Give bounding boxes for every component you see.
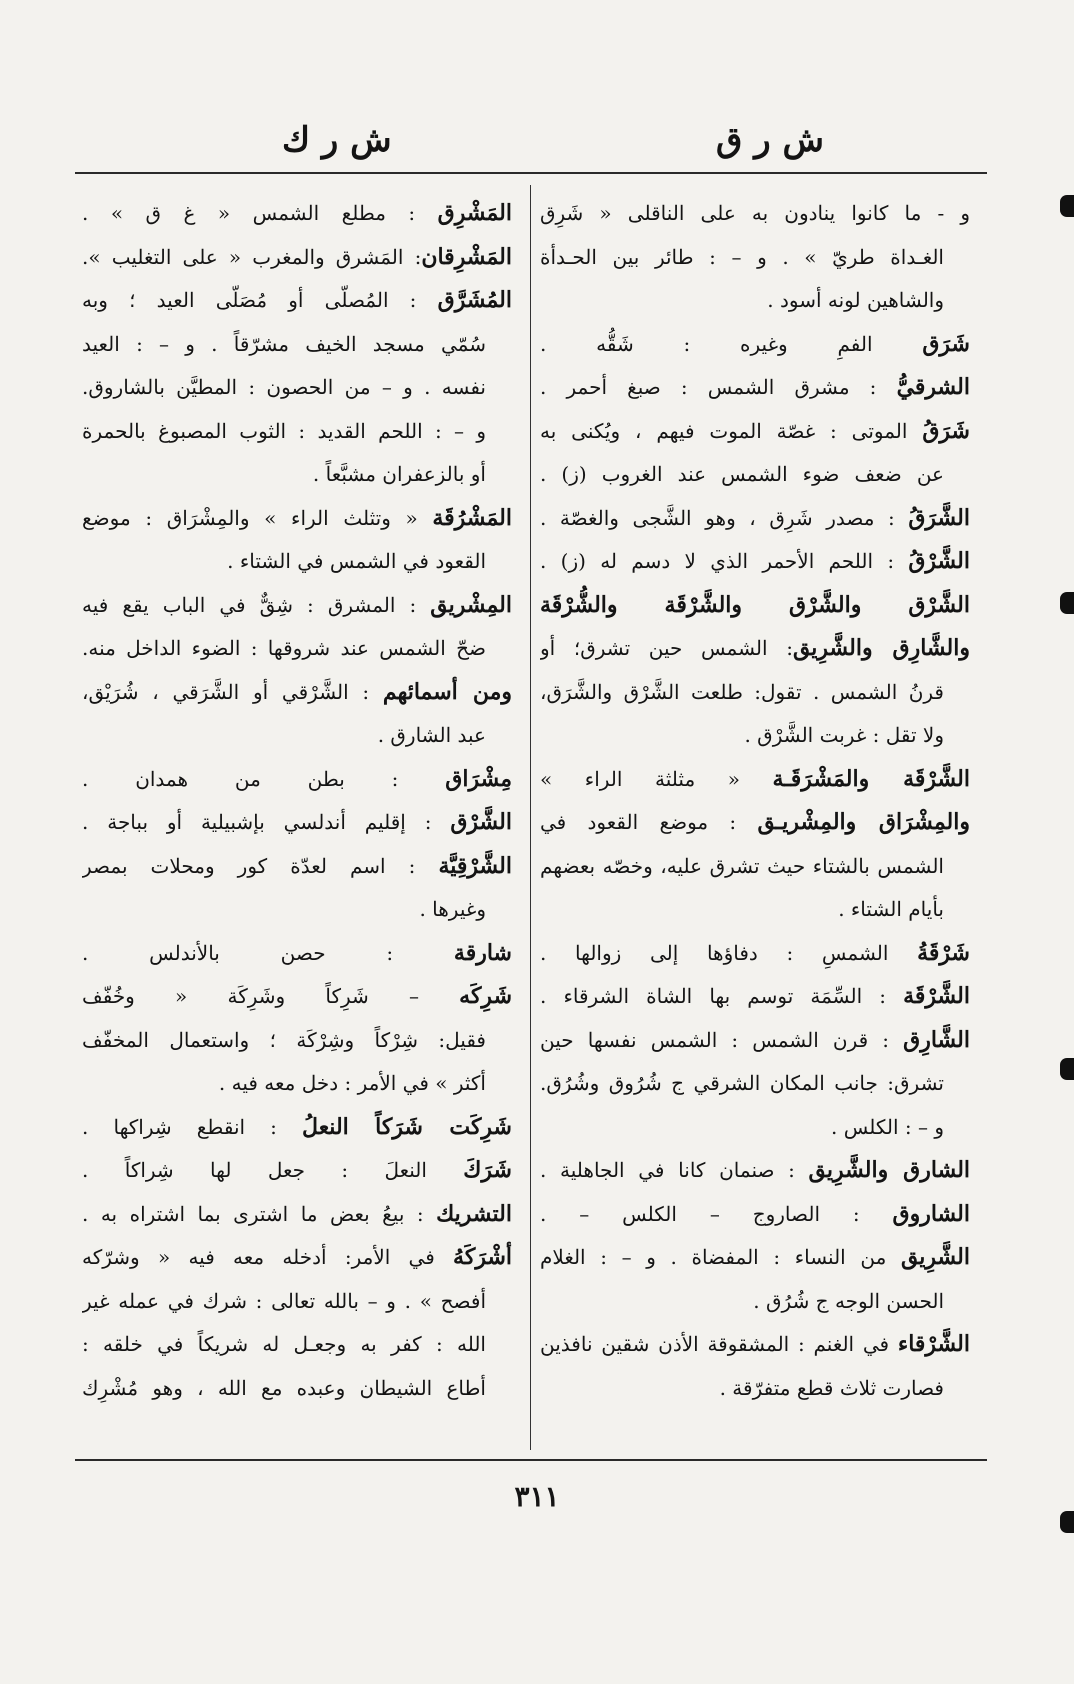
bottom-rule [75,1459,987,1461]
definition-text: الله : كفر به وجعـل له شريكاً في خلقه : [82,1332,486,1356]
column-divider [530,185,531,1450]
entry-line [82,1367,512,1411]
entry-line [540,323,970,367]
definition-text: « مثلثة الراء » [540,766,773,791]
headword: شَرَكَ [463,1157,512,1183]
headword: شارقة [453,939,512,966]
definition-text: الشمس بالشتاء حيث تشرق عليه، وخصّه بعضهم [540,853,944,878]
definition-text: : السِّمَة توسم بها الشاة الشرقاء . [540,984,904,1008]
definition-text: تشرق: جانب المكان الشرقي ج شُرُوق وشُرُق. [540,1071,944,1095]
headword: الشَّرَقُ [908,504,970,531]
definition-text: فصارت ثلاث قطع متفرّقة . [719,1375,944,1400]
entry-line [82,323,512,367]
definition-text: : صنمان كانا في الجاهلية . [540,1158,809,1182]
definition-text: أو بالزعفران مشبَّعاً . [312,462,486,486]
entry-line [82,758,512,802]
headword: الشارق والشَّرِيق [808,1157,970,1183]
headword: الشَّارِق [903,1026,970,1053]
entry-line [82,1019,512,1063]
definition-text: بأيام الشتاء . [838,897,944,921]
definition-text: والشاهين لونه أسود . [767,288,944,312]
entry-line [82,1193,512,1237]
headword: الشَّرْقُ [908,548,970,574]
entry-line [82,714,512,758]
entry-line [540,192,970,236]
entry-line [82,497,512,541]
definition-text: : اللحم الأحمر الذي لا دسم له (ز) . [540,549,909,573]
headword: الشَّرْقِيَّة [438,852,512,879]
entry-line [82,1062,512,1106]
definition-text: نفسه . و – من الحصون : المطيَّن بالشاروق. [82,375,486,399]
headword: المَشْرُقَة [432,504,512,531]
definition-text: : موضع القعود في [540,810,758,834]
definition-text: : المَشرق والمغرب « على التغليب ». [82,244,422,269]
headword: المَشْرِق [437,200,512,226]
definition-text: : بطن من همدان . [82,766,446,791]
headword: المُشَرَّق [437,287,512,313]
definition-text: من النساء : المفضاة . و – : الغلام [540,1245,901,1269]
entry-line [82,1323,512,1367]
definition-text: ضحّ الشمس عند شروقها : الضوء الداخل منه. [82,636,487,660]
headword: الشَّرْق والشَّرْق والشَّرْقَة والشُّرْقَة [540,591,970,618]
top-rule [75,172,987,174]
definition-text: : مصدر شَرِق ، وهو الشَّجى والغصّة . [540,505,909,530]
definition-text: – شَرِكاً وشَرِكَة « وخُفّف [82,984,460,1008]
definition-text: سُمّي مسجد الخيف مشرّقاً . و – : العيد [82,331,486,356]
definition-text: : قرن الشمس : الشمس نفسها حين [540,1027,904,1052]
entry-line [540,714,970,758]
entry-line [82,366,512,410]
headword: الشرقيُّ [896,374,970,400]
entry-line [540,1062,970,1106]
entry-line [82,453,512,497]
definition-text: : إقليم أندلسي بإشبيلية أو بباجة . [82,810,451,834]
headword: شَرِكَت شَرَكاً النعلُ [302,1113,512,1140]
entry-line [540,932,970,976]
entry-line [82,975,512,1019]
entry-line [82,279,512,323]
definition-text: أكثر » في الأمر : دخل معه فيه . [218,1071,486,1095]
definition-text: الموتى : غصّة الموت فيهم ، ويُكنى به [540,418,923,443]
entry-line [540,801,970,845]
edge-thumb-mark [1060,1511,1074,1533]
definition-text: الشمسِ : دفاؤها إلى زوالها . [540,940,918,965]
definition-text: : الصاروج – الكلس – . [540,1201,893,1226]
definition-text: : اسم لعدّة كور ومحلات بمصر [82,853,439,878]
headword: شَرِكَه [459,983,512,1009]
definition-text: : المشرق : شِقٌّ في الباب يقع فيه [82,592,431,617]
entry-line [540,584,970,628]
headword: شَرَقُ [922,417,970,444]
entry-line [540,1280,970,1324]
definition-text: : مشرق الشمس : صبغ أحمر . [540,375,897,399]
entry-line [540,236,970,280]
entry-line [82,627,512,671]
headword: المِشْريق [430,591,512,618]
definition-text: عبد الشارق . [377,723,486,747]
definition-text: أفصح » . و – بالله تعالى : شرك في عمله غير [82,1288,486,1313]
definition-text: و – : الكلس . [831,1114,944,1139]
definition-text: و - ما كانوا ينادون به على الناقلى « شَرِق [540,201,970,225]
running-head-left: ش ر ك [282,120,392,160]
headword: الشَّرْقَة والمَشْرَقَـة [772,765,970,792]
definition-text: : الشمس حين تشرق؛ أو [540,636,793,660]
definition-text: الفمِ وغيره : شَقُّه . [540,331,923,356]
definition-text: : حصن بالأندلس . [82,940,454,965]
definition-text: و – : اللحم القديد : الثوب المصبوغ بالحمرة [82,418,486,443]
edge-thumb-mark [1060,592,1074,614]
headword: شَرَق [922,330,970,357]
entry-line [82,540,512,584]
headword: الشَّرْقَة [903,983,970,1009]
definition-text: : المُصلّى أو مُصَلّى العيد ؛ وبه [82,288,438,312]
entry-line [82,584,512,628]
entry-line [540,1367,970,1411]
left-column [82,192,512,1447]
definition-text: في الغنم : المشقوقة الأذن شقين نافذين [540,1332,898,1356]
edge-thumb-mark [1060,1058,1074,1080]
definition-text: : بيعُ بعض ما اشترى بما اشتراه به . [82,1201,437,1226]
entry-line [82,888,512,932]
headword: والمِشْرَاق والمِشْريـق [757,809,970,835]
definition-text: قرنُ الشمس . تقول: طلعت الشَّرْق والشَّرَق، [540,679,944,704]
entry-line [540,1106,970,1150]
entry-line [540,627,970,671]
headword: أشْرَكَهُ [453,1244,512,1270]
headword: الشَّرْق [450,809,512,835]
entry-line [540,845,970,889]
entry-line [82,671,512,715]
entry-line [540,888,970,932]
entry-line [540,1323,970,1367]
headword: شَرْقَةُ [917,939,970,966]
headword: مِشْرَاق [445,765,512,792]
entry-line [82,410,512,454]
definition-text: : انقطع شِراكها . [82,1114,303,1139]
definition-text: فقيل: شِرْكاً وشِرْكَة ؛ واستعمال المخفّف [82,1027,486,1052]
headword: المَشْرِقان [421,243,512,270]
entry-line [82,192,512,236]
entry-line [540,975,970,1019]
entry-line [540,671,970,715]
entry-line [540,1019,970,1063]
definition-text: عن ضعف ضوء الشمس عند الغروب (ز) . [540,462,944,486]
headword: الشَّرِيق [900,1244,970,1270]
definition-text: في الأمر: أدخله معه فيه « وشرّكه [82,1245,454,1269]
definition-text: القعود في الشمس في الشتاء . [227,549,486,573]
definition-text: الغـداة طريّ » . و – : طائر بين الحـدأة [540,244,944,269]
entry-line [540,410,970,454]
headword: التشريك [436,1200,512,1227]
entry-line [540,1236,970,1280]
entry-line [82,845,512,889]
headword: والشَّارِق والشَّرِيق [792,635,970,661]
entry-line [540,758,970,802]
entry-line [540,366,970,410]
headword: الشَّرْقاء [897,1331,970,1357]
entry-line [82,1106,512,1150]
definition-text: « وتثلث الراء » والمِشْرَاق : موضع [82,505,433,530]
entry-line [540,1149,970,1193]
entry-line [82,1280,512,1324]
definition-text: ولا تقل : غربت الشَّرْق . [744,723,944,747]
definition-text: : الشَّرْقي أو الشَّرَقي ، شُرَيْق، [82,679,383,704]
entry-line [82,1149,512,1193]
definition-text: وغيرها . [419,897,486,921]
definition-text: : مطلع الشمس « غ ق » . [82,201,438,225]
edge-thumb-mark [1060,195,1074,217]
entry-line [540,1193,970,1237]
entry-line [82,1236,512,1280]
page-number: ٣١١ [514,1480,560,1513]
definition-text: أطاع الشيطان وعبده مع الله ، وهو مُشْرِك [82,1375,486,1400]
headword: الشاروق [892,1200,970,1227]
definition-text: النعلَ : جعل لها شِراكاً . [82,1158,464,1182]
headword: ومن أسمائهم [382,678,512,705]
entry-line [82,932,512,976]
entry-line [82,236,512,280]
entry-line [540,497,970,541]
right-column [540,192,970,1447]
entry-line [540,279,970,323]
entry-line [540,540,970,584]
entry-line [540,453,970,497]
definition-text: الحسن الوجه ج شُرُق . [753,1288,944,1313]
running-head-right: ش ر ق [716,120,824,160]
entry-line [82,801,512,845]
